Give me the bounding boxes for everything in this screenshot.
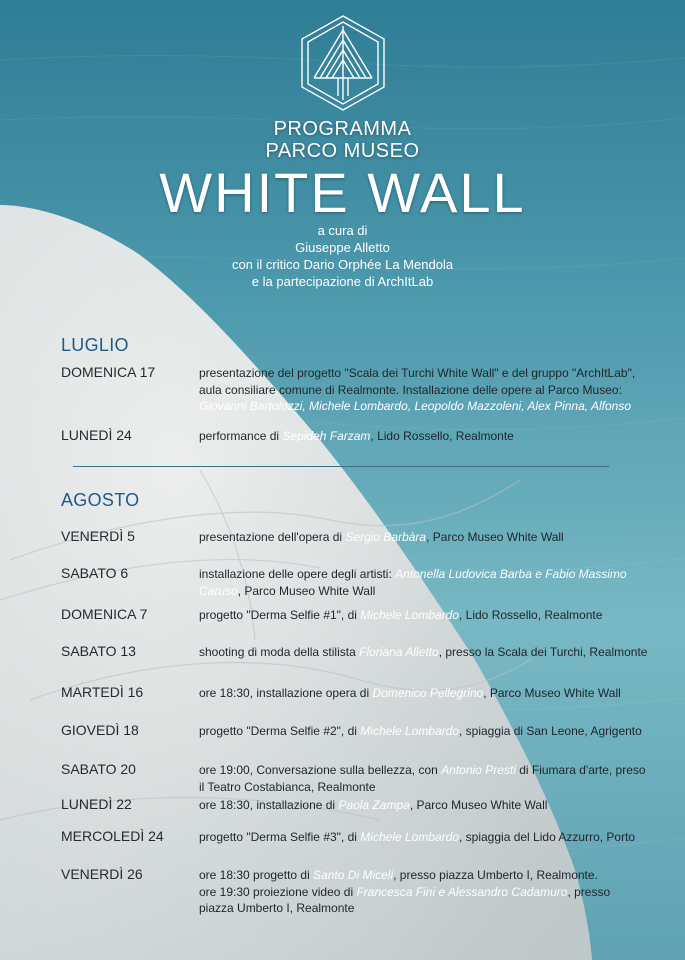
event-text: ore 19:30 proiezione video di <box>199 884 357 899</box>
artist-name: Santo Di Miceli <box>313 868 394 882</box>
artist-name: Francesca Fini e Alessandro Cadamuro <box>356 884 568 899</box>
page-title: WHITE WALL <box>159 161 526 224</box>
event-day: VENERDÌ 5 <box>61 528 135 544</box>
white-wall-logo-icon <box>300 14 386 112</box>
event-description <box>199 723 669 740</box>
event-text: , presso piazza Umberto I, Realmonte. <box>393 868 598 882</box>
event-description-line <box>199 762 669 779</box>
artist-name: Paola Zampa <box>338 798 410 812</box>
event-description-line <box>199 583 669 600</box>
event-day: SABATO 13 <box>61 643 136 659</box>
event-text: shooting di moda della stilista <box>199 645 360 659</box>
section-divider <box>73 466 609 467</box>
event-text: , Lido Rossello, Realmonte <box>370 429 514 443</box>
artist-name: Domenico Pellegrino <box>372 686 484 700</box>
event-description <box>199 685 669 702</box>
event-description-line <box>199 365 669 382</box>
event-text: , Parco Museo White Wall <box>409 798 548 812</box>
event-description-line <box>199 884 669 901</box>
event-description-line <box>199 685 669 702</box>
critic-line: con il critico Dario Orphée La Mendola <box>231 257 454 272</box>
event-text: , spiaggia di San Leone, Agrigento <box>459 724 642 738</box>
event-text: , presso la Scala dei Turchi, Realmonte <box>438 645 648 659</box>
event-text: aula consiliare comune di Realmonte. Installazione delle opere al Parco Museo: <box>199 382 622 397</box>
event-description-line <box>199 779 669 796</box>
event-text: ore 18:30, installazione di <box>199 798 339 812</box>
artist-name: Floriana Alletto <box>359 645 439 659</box>
event-text: , Lido Rossello, Realmonte <box>459 608 603 622</box>
event-day: SABATO 6 <box>61 565 129 581</box>
event-description <box>199 797 669 814</box>
event-text: progetto "Derma Selfie #3", di <box>199 830 361 844</box>
curator-intro: a cura di <box>317 223 368 238</box>
event-text: progetto "Derma Selfie #1", di <box>199 608 361 622</box>
artist-name: Michele Lombardo <box>360 724 459 738</box>
artist-name: Michele Lombardo <box>360 830 459 844</box>
event-description <box>199 867 669 917</box>
event-description <box>199 529 669 546</box>
programma-heading: PROGRAMMA <box>273 118 412 140</box>
event-description <box>199 428 669 445</box>
artist-name: Antonella Ludovica Barba e Fabio Massimo <box>395 567 627 581</box>
event-day: SABATO 20 <box>61 761 136 777</box>
month-heading-agosto: AGOSTO <box>61 490 140 510</box>
event-description-line <box>199 398 669 415</box>
event-day: LUNEDÌ 22 <box>61 796 132 812</box>
event-description-line <box>199 529 669 546</box>
event-text: piazza Umberto I, Realmonte <box>199 901 355 915</box>
curator-name: Giuseppe Alletto <box>295 240 390 255</box>
event-text: il Teatro Costabianca, Realmonte <box>199 779 376 794</box>
event-text: ore 18:30, installazione opera di <box>199 686 373 700</box>
event-description <box>199 644 669 661</box>
event-description <box>199 607 669 624</box>
event-text: installazione delle opere degli artisti: <box>199 567 396 581</box>
event-day: MARTEDÌ 16 <box>61 684 144 700</box>
event-text: presentazione dell'opera di <box>199 530 346 544</box>
artist-name: Antonio Presti <box>441 763 516 777</box>
parco-museo-heading: PARCO MUSEO <box>265 140 420 162</box>
artist-name: Giovanni Bartolozzi, Michele Lombardo, Leopoldo Mazzoleni, Alex Pinna, Alfonso <box>199 399 632 413</box>
event-day: DOMENICA 7 <box>61 606 148 622</box>
event-description-line <box>199 607 669 624</box>
event-description <box>199 566 669 599</box>
event-text: progetto "Derma Selfie #2", di <box>199 724 361 738</box>
event-description-line <box>199 566 669 583</box>
event-description-line <box>199 382 669 399</box>
event-day: LUNEDÌ 24 <box>61 427 132 443</box>
event-day: MERCOLEDÌ 24 <box>61 828 164 844</box>
event-description <box>199 365 669 415</box>
event-day: VENERDÌ 26 <box>61 866 143 882</box>
artist-name: Sepideh Farzam <box>282 429 371 443</box>
event-text: ore 19:00, Conversazione sulla bellezza, con <box>199 763 442 777</box>
event-day: GIOVEDÌ 18 <box>61 722 139 738</box>
event-text: , Parco Museo White Wall <box>426 530 564 544</box>
month-heading-luglio: LUGLIO <box>61 335 129 355</box>
event-description <box>199 762 669 795</box>
participation-line: e la partecipazione di ArchItLab <box>251 274 434 289</box>
event-text: presentazione del progetto "Scala dei Turchi White Wall" e del gruppo "ArchItLab", <box>199 366 636 380</box>
event-description-line <box>199 723 669 740</box>
event-description-line <box>199 900 669 917</box>
artist-name: Michele Lombardo <box>360 608 459 622</box>
event-text: , Parco Museo White Wall <box>237 583 376 598</box>
event-description-line <box>199 644 669 661</box>
event-text: , spiaggia del Lido Azzurro, Porto <box>459 830 636 844</box>
event-description-line <box>199 867 669 884</box>
event-day: DOMENICA 17 <box>61 364 156 380</box>
artist-name: Sergio Barbàra <box>345 530 427 544</box>
event-description-line <box>199 797 669 814</box>
event-text: , Parco Museo White Wall <box>483 686 621 700</box>
event-text: di Fiumara d'arte, preso <box>515 763 646 777</box>
event-text: performance di <box>199 429 283 443</box>
event-text: ore 18:30 progetto di <box>199 868 314 882</box>
event-description <box>199 829 669 846</box>
event-description-line <box>199 829 669 846</box>
event-text: , presso <box>567 884 611 899</box>
event-description-line <box>199 428 669 445</box>
artist-name: Caruso <box>199 583 238 598</box>
